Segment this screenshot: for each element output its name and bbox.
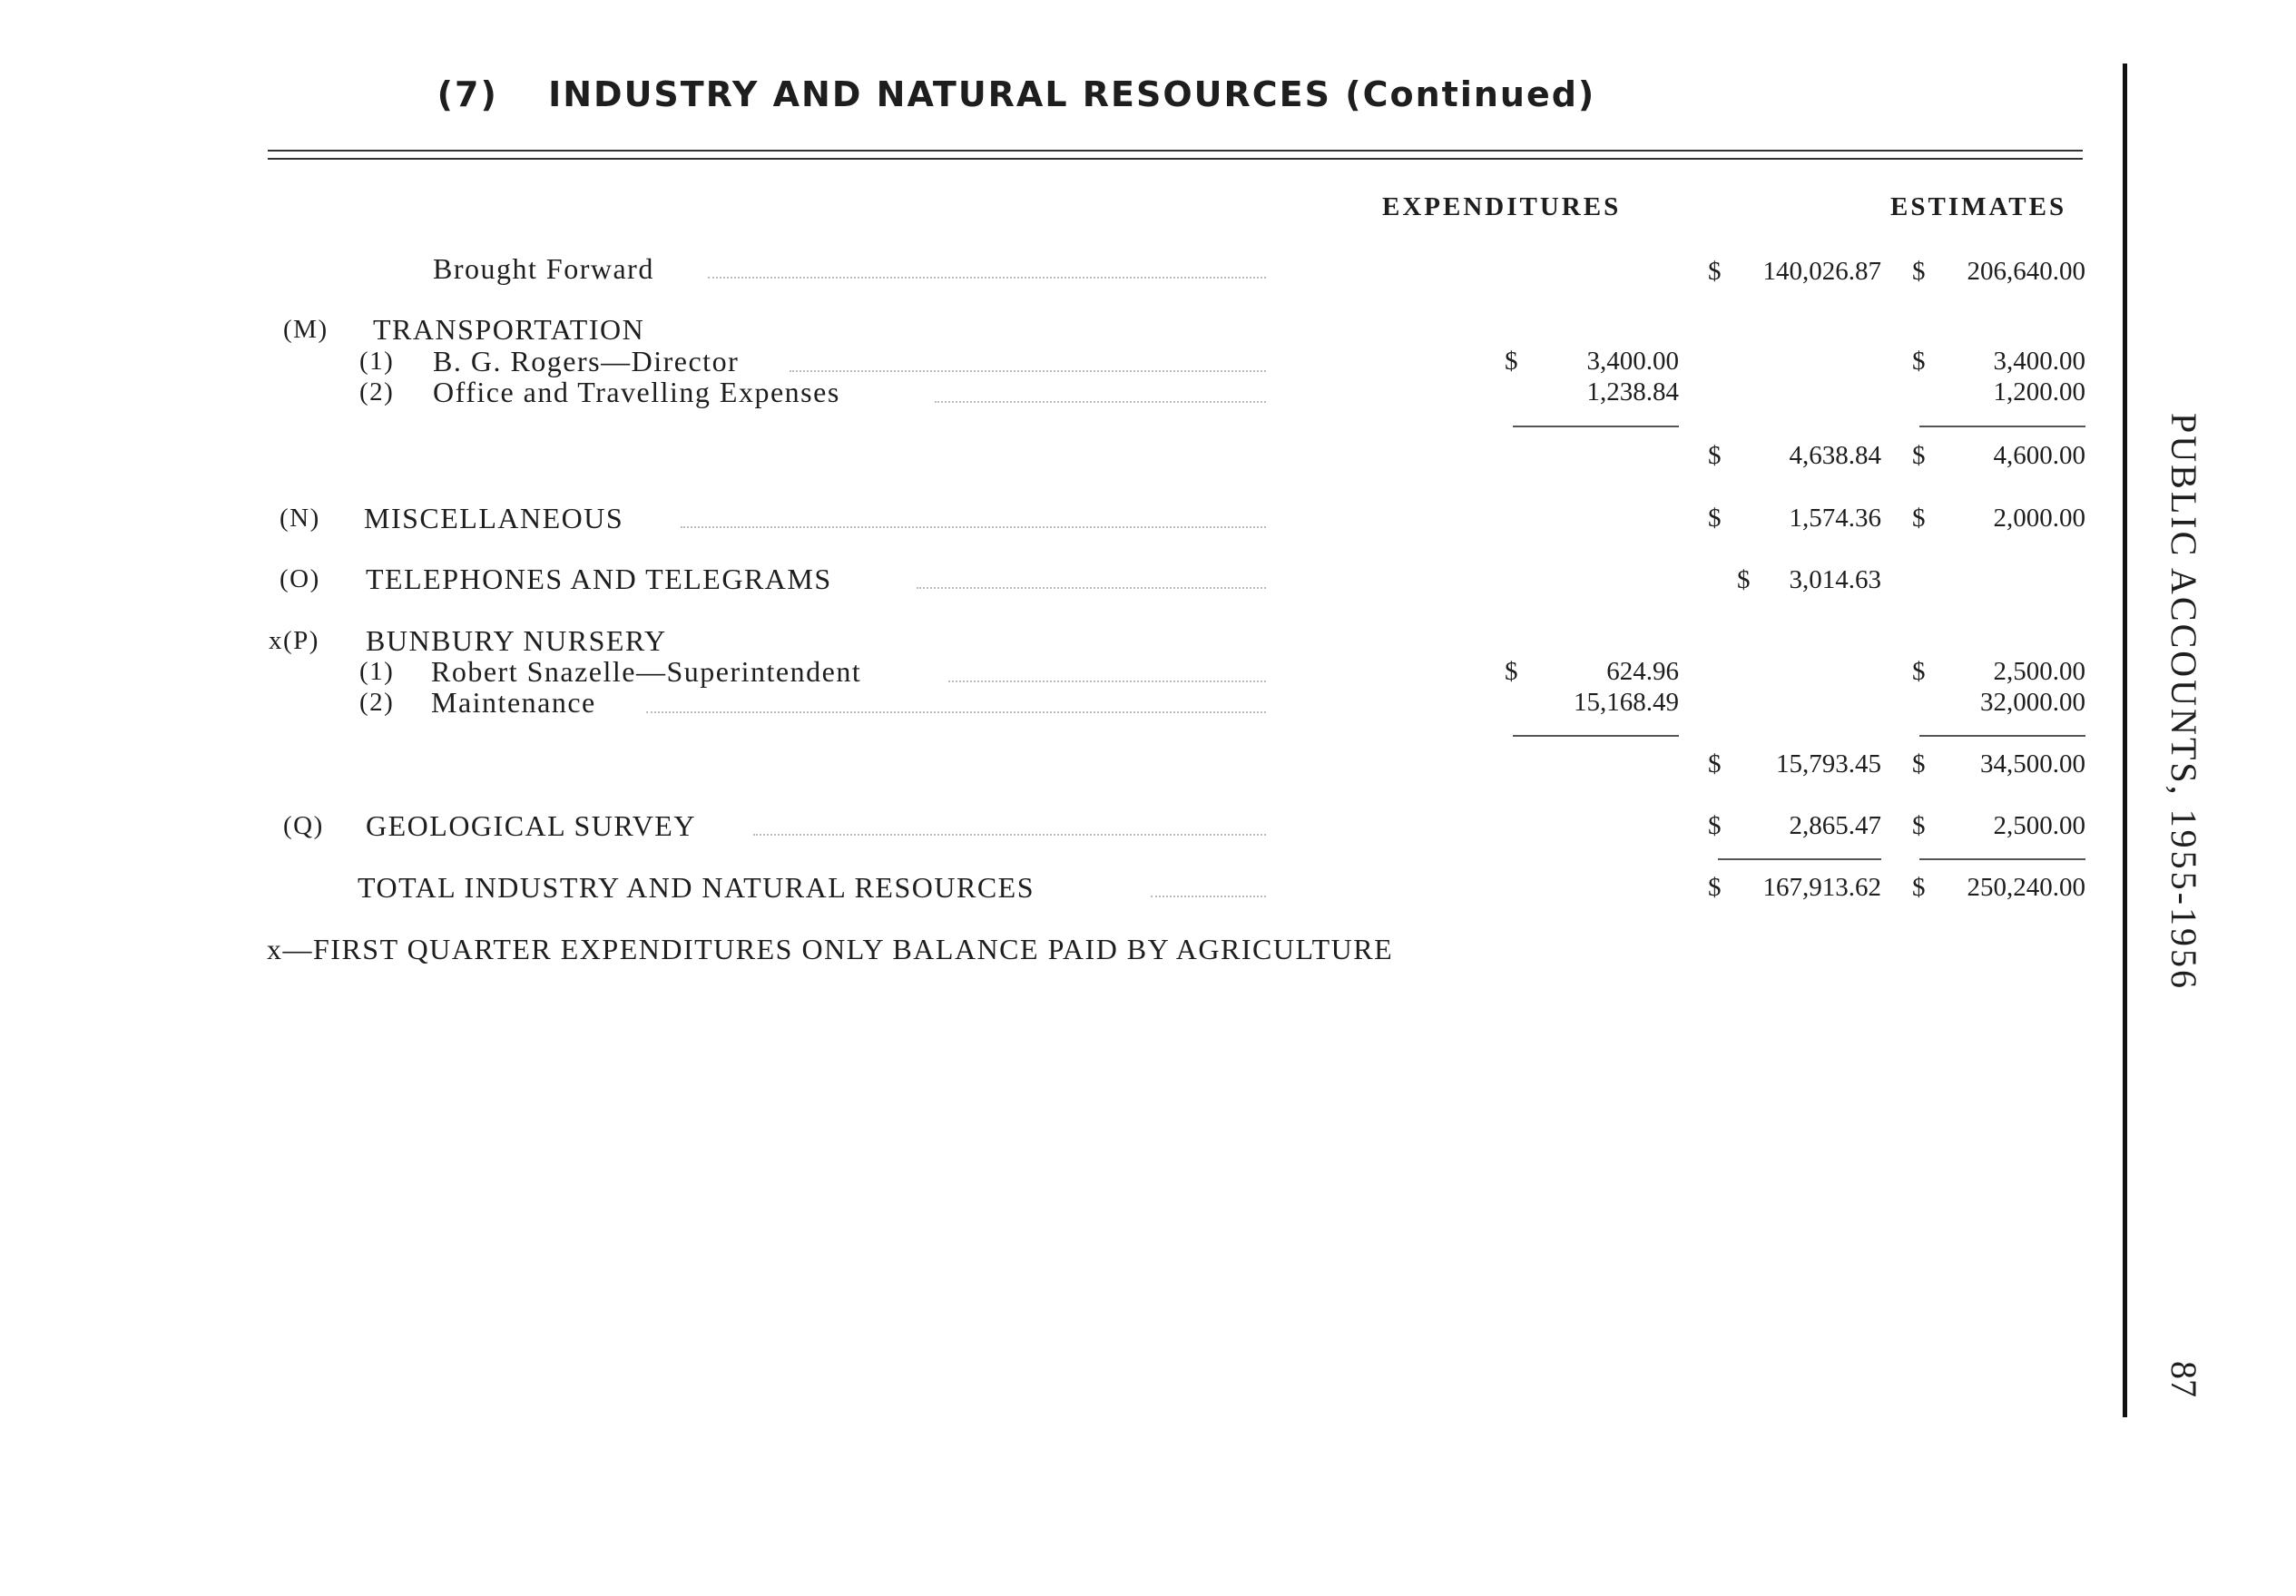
subtotal-rule	[1513, 426, 1679, 427]
item-number: (1)	[359, 347, 395, 376]
dollar-sign: $	[1912, 504, 1926, 533]
dot-leader	[948, 681, 1266, 682]
dollar-sign: $	[1708, 749, 1722, 778]
item-label: Office and Travelling Expenses	[433, 376, 840, 408]
continued-label: (Continued)	[1345, 74, 1596, 114]
item-expenditure: 15,168.49	[1574, 688, 1679, 717]
estimate-total: 4,600.00	[1993, 441, 2085, 470]
total-rule	[1718, 858, 1881, 860]
section-code: (O)	[280, 564, 320, 593]
footnote: x—FIRST QUARTER EXPENDITURES ONLY BALANCE PAID BY AGRICULTURE	[267, 933, 1394, 965]
item-estimate: 3,400.00	[1993, 347, 2085, 376]
dollar-sign: $	[1912, 811, 1926, 840]
item-estimate: 1,200.00	[1993, 377, 2085, 406]
item-label: B. G. Rogers—Director	[433, 345, 740, 377]
column-header-estimates: ESTIMATES	[1890, 192, 2067, 221]
dollar-sign: $	[1505, 347, 1518, 376]
dollar-sign: $	[1912, 441, 1926, 470]
section-label: GEOLOGICAL SURVEY	[366, 809, 696, 842]
dollar-sign: $	[1912, 873, 1926, 902]
subtotal-rule	[1919, 426, 2085, 427]
expenditures-total: 15,793.45	[1776, 749, 1881, 778]
dollar-sign: $	[1708, 811, 1722, 840]
item-expenditure: 1,238.84	[1586, 377, 1679, 406]
section-code: x(P)	[269, 626, 319, 655]
row-label: Brought Forward	[433, 252, 654, 285]
item-number: (1)	[359, 657, 395, 686]
column-header-expenditures: EXPENDITURES	[1382, 192, 1622, 221]
header-rule-upper	[268, 150, 2083, 152]
section-label: TELEPHONES AND TELEGRAMS	[366, 563, 832, 595]
expenditures-total: 1,574.36	[1789, 504, 1881, 533]
section-label: MISCELLANEOUS	[364, 502, 624, 534]
estimate-value: 206,640.00	[1967, 257, 2085, 286]
expenditures-total: 4,638.84	[1789, 441, 1881, 470]
section-code: (Q)	[283, 811, 324, 840]
dollar-sign: $	[1912, 347, 1926, 376]
dollar-sign: $	[1912, 749, 1926, 778]
item-label: Robert Snazelle—Superintendent	[431, 655, 862, 688]
section-number: (7)	[437, 74, 498, 114]
section-code: (M)	[283, 315, 329, 344]
estimate-total: 34,500.00	[1980, 749, 2085, 778]
total-label: TOTAL INDUSTRY AND NATURAL RESOURCES	[358, 871, 1035, 904]
page-title	[268, 74, 1765, 114]
item-label: Maintenance	[431, 686, 596, 719]
header-rule-lower	[268, 158, 2083, 160]
item-estimate: 2,500.00	[1993, 657, 2085, 686]
item-estimate: 32,000.00	[1980, 688, 2085, 717]
dollar-sign: $	[1708, 441, 1722, 470]
dot-leader	[790, 370, 1266, 372]
expenditures-total: 3,014.63	[1789, 565, 1881, 594]
item-number: (2)	[359, 688, 395, 717]
dollar-sign: $	[1708, 873, 1722, 902]
item-expenditure: 3,400.00	[1586, 347, 1679, 376]
section-code: (N)	[280, 504, 320, 533]
dot-leader	[917, 587, 1266, 589]
dot-leader	[935, 401, 1266, 403]
item-expenditure: 624.96	[1606, 657, 1679, 686]
dollar-sign: $	[1737, 565, 1751, 594]
page-number: 87	[2164, 1361, 2204, 1397]
dollar-sign: $	[1708, 504, 1722, 533]
dollar-sign: $	[1912, 257, 1926, 286]
side-title: PUBLIC ACCOUNTS, 1955-1956	[2164, 413, 2204, 991]
total-rule	[1919, 858, 2085, 860]
estimate-value: 250,240.00	[1967, 873, 2085, 902]
dollar-sign: $	[1912, 657, 1926, 686]
dot-leader	[1151, 896, 1266, 897]
dollar-sign: $	[1505, 657, 1518, 686]
dot-leader	[708, 277, 1266, 279]
dollar-sign: $	[1708, 257, 1722, 286]
expenditures-total: 140,026.87	[1762, 257, 1881, 286]
estimate-value: 2,500.00	[1993, 811, 2085, 840]
dot-leader	[681, 526, 1266, 528]
dot-leader	[646, 711, 1266, 713]
section-label: BUNBURY NURSERY	[366, 624, 667, 657]
item-number: (2)	[359, 377, 395, 406]
expenditures-total: 2,865.47	[1789, 811, 1881, 840]
expenditures-total: 167,913.62	[1762, 873, 1881, 902]
dot-leader	[753, 834, 1266, 836]
estimate-value: 2,000.00	[1993, 504, 2085, 533]
subtotal-rule	[1919, 735, 2085, 737]
section-title: INDUSTRY AND NATURAL RESOURCES	[548, 74, 1332, 114]
section-label: TRANSPORTATION	[373, 313, 645, 346]
subtotal-rule	[1513, 735, 1679, 737]
margin-rule	[2123, 64, 2127, 1417]
